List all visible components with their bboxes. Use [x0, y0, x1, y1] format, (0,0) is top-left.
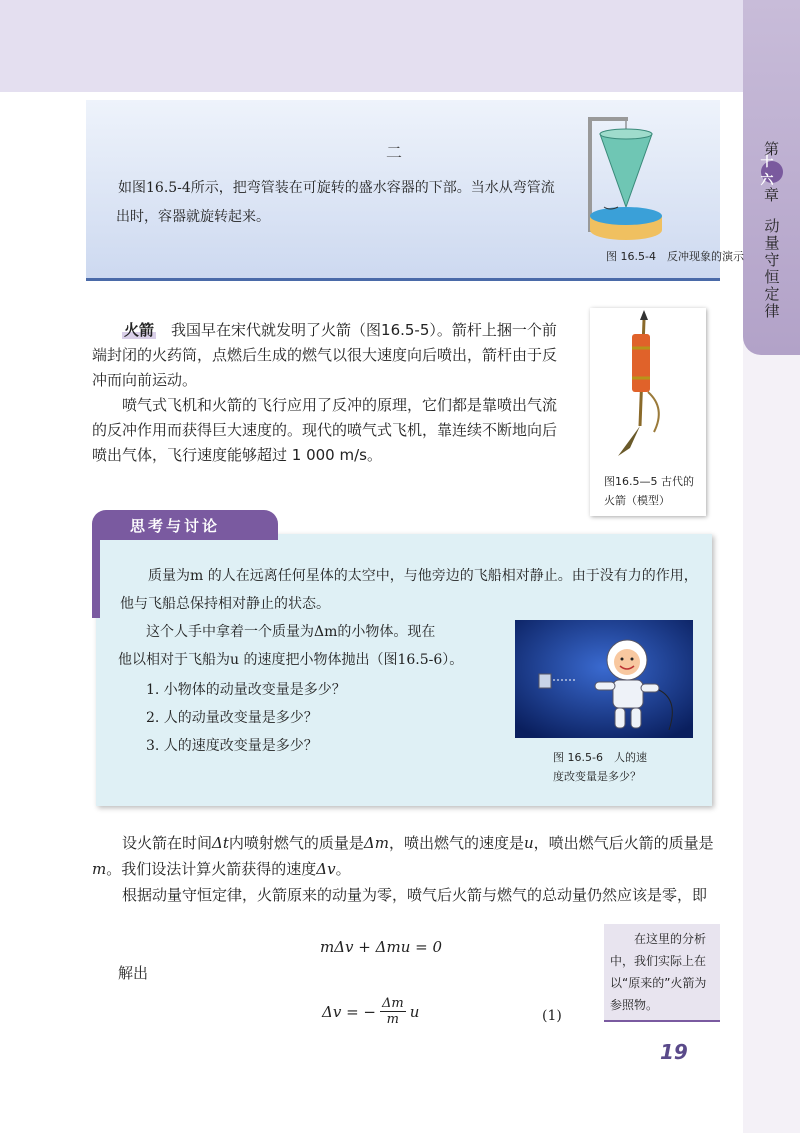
rocket-keyword: 火箭 [124, 321, 155, 339]
deriv-text-b: 内喷射燃气的质量是 [228, 834, 364, 852]
chapter-suffix: 章 [763, 186, 779, 204]
think-question-2: 2. 人的动量改变量是多少？ [146, 710, 318, 726]
symbol-m: m [92, 860, 107, 878]
symbol-delta-v: Δv [316, 860, 336, 878]
think-question-3: 3. 人的速度改变量是多少？ [146, 738, 318, 754]
header-band [0, 0, 743, 92]
side-note-text: 在这里的分析中，我们实际上在以“原来的”火箭为参照物。 [610, 932, 707, 1012]
chapter-number: 十六 [761, 161, 783, 183]
chapter-label [743, 140, 800, 320]
think-discuss-tab: 思考与讨论 [92, 510, 278, 540]
chapter-title: 动量守恒定律 [762, 218, 781, 320]
figure-16-5-6-caption-line2: 度改变量是多少？ [553, 770, 641, 783]
think-tab-accent [92, 540, 100, 618]
symbol-delta-m: Δm [363, 834, 389, 852]
solve-label: 解出 [118, 964, 149, 982]
equation-delta-v [322, 996, 419, 1027]
symbol-delta-t: Δt [212, 834, 229, 852]
think-para1-text: 质量为m 的人在远离任何星体的太空中，与他旁边的飞船相对静止。由于没有力的作用，他与飞船总保持相对静止的状态。 [120, 568, 698, 612]
page-number: 19 [660, 1040, 688, 1064]
experiment-text: 如图16.5-4所示，把弯管装在可旋转的盛水容器的下部。当水从弯管流出时，容器就旋转起来。 [116, 180, 555, 225]
deriv-text-a: 设火箭在时间 [122, 834, 213, 852]
experiment-number: 二 [386, 143, 403, 162]
symbol-u: u [523, 834, 534, 852]
derivation-text [92, 830, 728, 908]
experiment-box [86, 100, 744, 281]
think-para2-line2: 他以相对于飞船为u 的速度把小物体抛出（图16.5-6）。 [118, 652, 464, 668]
ancient-rocket-image [590, 308, 706, 468]
rocket-section [92, 318, 570, 468]
figure-16-5-4-caption: 图 16.5-4 反冲现象的演示 [606, 250, 744, 263]
derivation-paragraph-2: 根据动量守恒定律，火箭原来的动量为零，喷气后火箭与燃气的总动量仍然应该是零，即 [122, 886, 708, 904]
deriv-text-c: ，喷出燃气的速度是 [388, 834, 524, 852]
eq2-numerator: Δm [381, 996, 404, 1011]
deriv-text-e: 。我们设法计算火箭获得的速度 [106, 860, 317, 878]
figure-16-5-5-caption [604, 472, 704, 510]
rocket-para1-text: 我国早在宋代就发明了火箭（图16.5-5）。箭杆上捆一个前端封闭的火药筒，点燃后生成的燃气以很大速度向后喷出，箭杆由于反冲而向前运动。 [92, 321, 558, 389]
think-paragraph-1 [120, 562, 708, 618]
figure-16-5-6-caption-line1: 图 16.5-6 人的速 [553, 751, 647, 764]
eq2-rhs: u [409, 1002, 420, 1021]
astronaut-figure [515, 620, 693, 738]
deriv-text-d: ，喷出燃气后火箭的质量是 [533, 834, 714, 852]
think-para2-line1: 这个人手中拿着一个质量为Δm的小物体。现在 [146, 624, 436, 640]
deriv-text-f: 。 [335, 860, 351, 878]
figure-16-5-5-caption-line1: 图16.5—5 古代的 [604, 475, 694, 488]
equation-momentum: mΔv + Δmu = 0 [320, 938, 442, 956]
rocket-paragraph-1 [92, 318, 570, 393]
derivation-paragraph-1 [92, 830, 728, 882]
equation-number: (1) [542, 1008, 562, 1024]
think-question-1: 1. 小物体的动量改变量是多少？ [146, 682, 346, 698]
eq2-lhs: Δv = − [322, 1002, 376, 1021]
figure-16-5-6-caption [553, 748, 683, 786]
reaction-demo-figure [578, 112, 668, 252]
eq2-denominator: m [386, 1012, 399, 1027]
rocket-paragraph-2: 喷气式飞机和火箭的飞行应用了反冲的原理，它们都是靠喷出气流的反冲作用而获得巨大速度的。现代的喷气式飞机，靠连续不断地向后喷出气体，飞行速度能够超过 1 000 m/s。 [92, 396, 558, 464]
chapter-prefix: 第 [763, 140, 779, 158]
eq2-fraction [380, 996, 406, 1027]
figure-16-5-5-caption-line2: 火箭（模型） [604, 494, 670, 507]
